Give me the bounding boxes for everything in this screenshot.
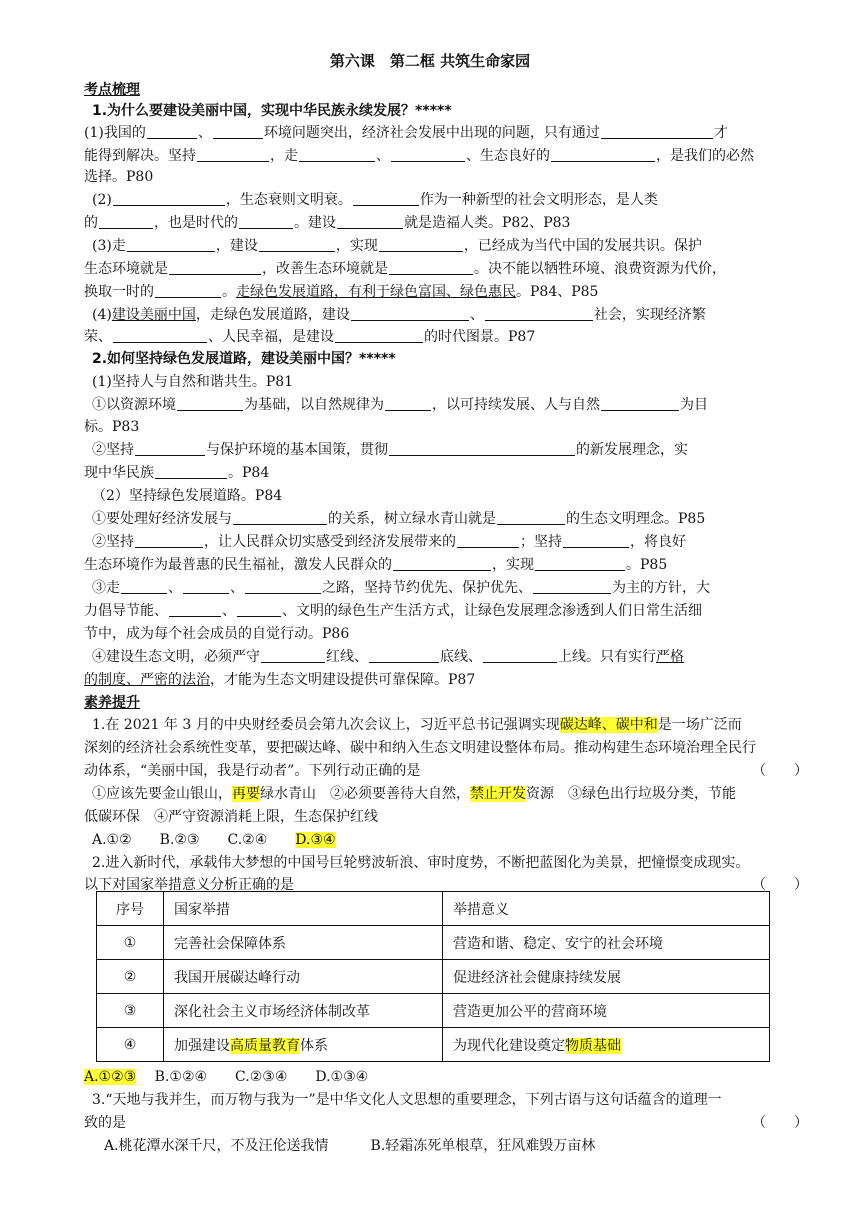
blank [601,123,713,139]
blank [245,578,321,594]
text-span: ，才能为生态文明建设提供可靠保障。P87 [210,672,476,688]
blank [155,463,227,479]
text-span: (2) [92,192,112,208]
blank [261,647,325,663]
text-span: (4) [92,307,112,323]
highlight-answer: D.③④ [295,832,336,848]
page-title: 第六课 第二框 共筑生命家园 [329,52,531,70]
blank [99,213,153,229]
text-span: 就是造福人类。P82、P83 [404,215,571,231]
blank [601,395,679,411]
text-span: ，是我们的必然 [656,148,754,164]
text-span: 现中华民族 [84,465,154,481]
section-heading-review: 考点梳理 [84,82,140,98]
text-span: 1.在 2021 年 3 月的中央财经委员会第九次会议上，习近平总书记强调实现 [92,717,560,733]
measures-table [96,891,770,1062]
text-span: 荣、 [84,329,112,345]
text-span: 上线。只有实行 [558,649,656,665]
text-span: ，将良好 [630,534,686,550]
answer-parenthesis: （ ） [752,1115,808,1131]
text-line [92,235,816,257]
text-span: ③走 [92,580,120,596]
text-span: 。P85 [626,557,668,573]
highlight: 再要 [232,786,260,802]
text-line [92,508,816,530]
text-span: 、文明的绿色生产生活方式，让绿色发展理念渗透到人们日常生活细 [282,603,702,619]
text-span: ，改善生态环境就是 [262,261,388,277]
blank [485,305,593,321]
blank [259,236,335,252]
blank [127,236,215,252]
text-span: (1)我国的 [84,125,146,141]
text-span: 的生态文明理念。P85 [566,511,706,527]
blank [483,647,557,663]
text-span: 是一场广泛而 [657,717,742,733]
text-span: ，建设 [215,238,258,254]
text-span: 。P84 [228,465,270,481]
text-line [84,462,808,484]
text-line: 动体系，“美丽中国，我是行动者”。下列行动正确的是 [84,763,421,779]
text-span: (3)走 [92,238,126,254]
text-span: 、人民幸福，是建设 [208,329,334,345]
blank [177,395,243,411]
text-line [84,281,808,303]
blank [335,327,423,343]
blank [121,578,167,594]
text-span: 与保护环境的基本国策，贯彻 [206,442,388,458]
text-span: A.①② B.②③ C.②④ [92,832,296,848]
text-span: 的新发展理念，实 [576,442,688,458]
text-span: 能得到解决。坚持 [84,148,196,164]
text-line: 深刻的经济社会系统性变革，要把碳达峰、碳中和纳入生态文明建设整体布局。推动构建生态环境治理全民行 [84,740,756,756]
text-line [92,439,816,461]
text-line [92,304,816,326]
blank [239,213,293,229]
text-span: ，以可持续发展、人与自然 [432,397,600,413]
text-span: 、 [222,603,236,619]
text-line [92,394,816,416]
blank [385,395,431,411]
text-span: ；坚持 [520,534,562,550]
text-line [84,554,808,576]
text-line: 致的是 [84,1115,126,1131]
text-span: ④建设生态文明，必须严守 [92,649,260,665]
text-line [92,714,816,736]
blank [497,509,565,525]
text-span: 、生态良好的 [466,148,550,164]
table-cell: 举措意义 [443,892,770,926]
text-line: (1)坚持人与自然和谐共生。P81 [92,374,294,390]
text-span: ，走绿色发展道路，建设 [195,307,350,323]
text-span: ，生态衰则文明衰。 [225,192,352,208]
text-line [84,122,808,144]
text-span: 走绿色发展道路，有利于绿色富国、绿色惠民 [236,284,516,300]
text-line: 标。P83 [84,419,140,435]
text-span: 的关系，树立绿水青山就是 [328,511,496,527]
text-line: 以下对国家举措意义分析正确的是 [84,877,294,893]
blank [563,532,629,548]
text-line: （2）坚持绿色发展道路。P84 [92,488,283,504]
blank [353,190,419,206]
blank [337,213,403,229]
text-span: 才 [713,125,728,141]
text-span: 、 [168,580,182,596]
text-span: 力倡导节能、 [84,603,168,619]
text-span: 资源 ③绿色出行垃圾分类，节能 [526,786,736,802]
table-cell: 营造更加公平的营商环境 [443,994,770,1028]
blank [391,146,465,162]
text-line [92,531,816,553]
text-span: ②坚持 [92,442,134,458]
answer-parenthesis: （ ） [752,763,808,779]
text-span: ，走 [270,148,298,164]
text-line [92,783,816,805]
table-cell: ③ [97,994,164,1028]
text-span: 的 [84,215,98,231]
blank [351,305,469,321]
text-line: 低碳环保 ④严守资源消耗上限，生态保护红线 [84,809,378,825]
text-span: ，也是时代的 [154,215,238,231]
table-cell: 序号 [97,892,164,926]
text-span: ，已经成为当代中国的发展共识。保护 [463,238,702,254]
text-span: 之路，坚持节约优先、保护优先、 [322,580,532,596]
blank [197,146,269,162]
text-line: 节中，成为每个社会成员的自觉行动。P86 [84,626,350,642]
table-row [97,1028,770,1062]
question-heading-2: 2.如何坚持绿色发展道路，建设美丽中国？***** [92,351,396,367]
text-span: 社会，实现经济繁 [593,307,706,323]
table-header-row [97,892,770,926]
answer-options: A.桃花潭水深千尺，不及汪伦送我情 B.轻霜冻死单根草，狂风难毁万亩林 [104,1138,596,1154]
text-span: 生态环境作为最普惠的民生福祉，激发人民群众的 [84,557,392,573]
text-line [84,212,808,234]
blank [299,146,375,162]
text-span: ②坚持 [92,534,134,550]
table-cell: 深化社会主义市场经济体制改革 [164,994,443,1028]
blank [457,532,519,548]
highlight: 禁止开发 [470,786,526,802]
text-span: 换取一时的 [84,284,154,300]
blank [147,123,197,139]
text-span: 、 [230,580,244,596]
text-span: 红线、 [326,649,368,665]
blank [113,190,225,206]
table-cell: 加强建设高质量教育体系 [164,1028,443,1062]
blank [533,578,611,594]
text-span: ①要处理好经济发展与 [92,511,232,527]
table-row [97,926,770,960]
table-cell: 促进经济社会健康持续发展 [443,960,770,994]
highlight-answer: A.①②③ [84,1069,137,1085]
text-span: 建设美丽中国 [111,307,196,323]
text-span: 。P84、P85 [516,284,599,300]
blank [237,601,281,617]
text-span: 。 [222,284,236,300]
text-span: 底线、 [440,649,482,665]
table-cell: ① [97,926,164,960]
text-line [92,646,816,668]
blank [213,123,263,139]
blank [389,259,473,275]
blank [389,440,575,456]
section-heading-literacy: 素养提升 [84,695,140,711]
text-span: 绿水青山 ②必须要善待大自然， [260,786,470,802]
table-cell: ② [97,960,164,994]
text-line [84,600,808,622]
text-line [84,326,808,348]
text-span: 环境问题突出，经济社会发展中出现的问题，只有通过 [263,125,600,141]
blank [551,146,655,162]
text-span: B.①②④ C.②③④ D.①③④ [136,1069,369,1085]
text-span: 生态环境就是 [84,261,168,277]
text-span: ①应该先要金山银山， [92,786,232,802]
text-line [84,145,808,167]
blank [155,282,221,298]
blank [135,440,205,456]
text-line: 2.进入新时代，承载伟大梦想的中国号巨轮劈波斩浪、审时度势，不断把蓝图化为美景，把憧憬变成现实。 [92,855,750,871]
text-span: 的时代图景。P87 [424,329,536,345]
highlight: 碳达峰、碳中和 [559,717,658,733]
blank [379,236,463,252]
table-cell: 为现代化建设奠定物质基础 [443,1028,770,1062]
text-line [92,577,816,599]
blank [369,647,439,663]
text-line: 3.“天地与我并生，而万物与我为一”是中华文化人文思想的重要理念，下列古语与这句话蕴含的道理一 [92,1092,722,1108]
table-row [97,960,770,994]
text-span: 为主的方针，大 [612,580,710,596]
text-span: ，实现 [335,238,378,254]
question-heading-1: 1.为什么要建设美丽中国，实现中华民族永续发展？***** [92,103,452,119]
text-span: 的制度、严密的法治 [84,672,210,688]
blank [233,509,327,525]
blank [535,555,625,571]
text-span: 严格 [656,649,684,665]
table-row [97,994,770,1028]
table-cell: ④ [97,1028,164,1062]
text-line [92,189,816,211]
highlight: 物质基础 [565,1037,621,1054]
text-line [84,669,808,691]
blank [135,532,203,548]
highlight: 高质量教育 [230,1037,300,1054]
text-span: ①以资源环境 [92,397,176,413]
text-span: ，实现 [492,557,534,573]
answer-options [92,829,816,851]
table-cell: 营造和谐、稳定、安宁的社会环境 [443,926,770,960]
text-span: 、 [376,148,390,164]
answer-parenthesis: （ ） [752,877,808,893]
text-span: 为目 [680,397,708,413]
text-span: ，让人民群众切实感受到经济发展带来的 [204,534,456,550]
text-span: 、 [469,307,484,323]
text-line: 选择。P80 [84,169,154,185]
blank [169,259,261,275]
text-span: 、 [197,125,212,141]
answer-options [84,1066,808,1088]
blank [169,601,221,617]
blank [183,578,229,594]
text-line [84,258,808,280]
table-cell: 国家举措 [164,892,443,926]
blank [113,327,207,343]
text-span: 。建设 [294,215,336,231]
table-cell: 我国开展碳达峰行动 [164,960,443,994]
text-span: 作为一种新型的社会文明形态，是人类 [419,192,658,208]
table-cell: 完善社会保障体系 [164,926,443,960]
blank [393,555,491,571]
text-span: 。决不能以牺牲环境、浪费资源为代价， [474,261,726,277]
text-span: 为基础，以自然规律为 [244,397,384,413]
